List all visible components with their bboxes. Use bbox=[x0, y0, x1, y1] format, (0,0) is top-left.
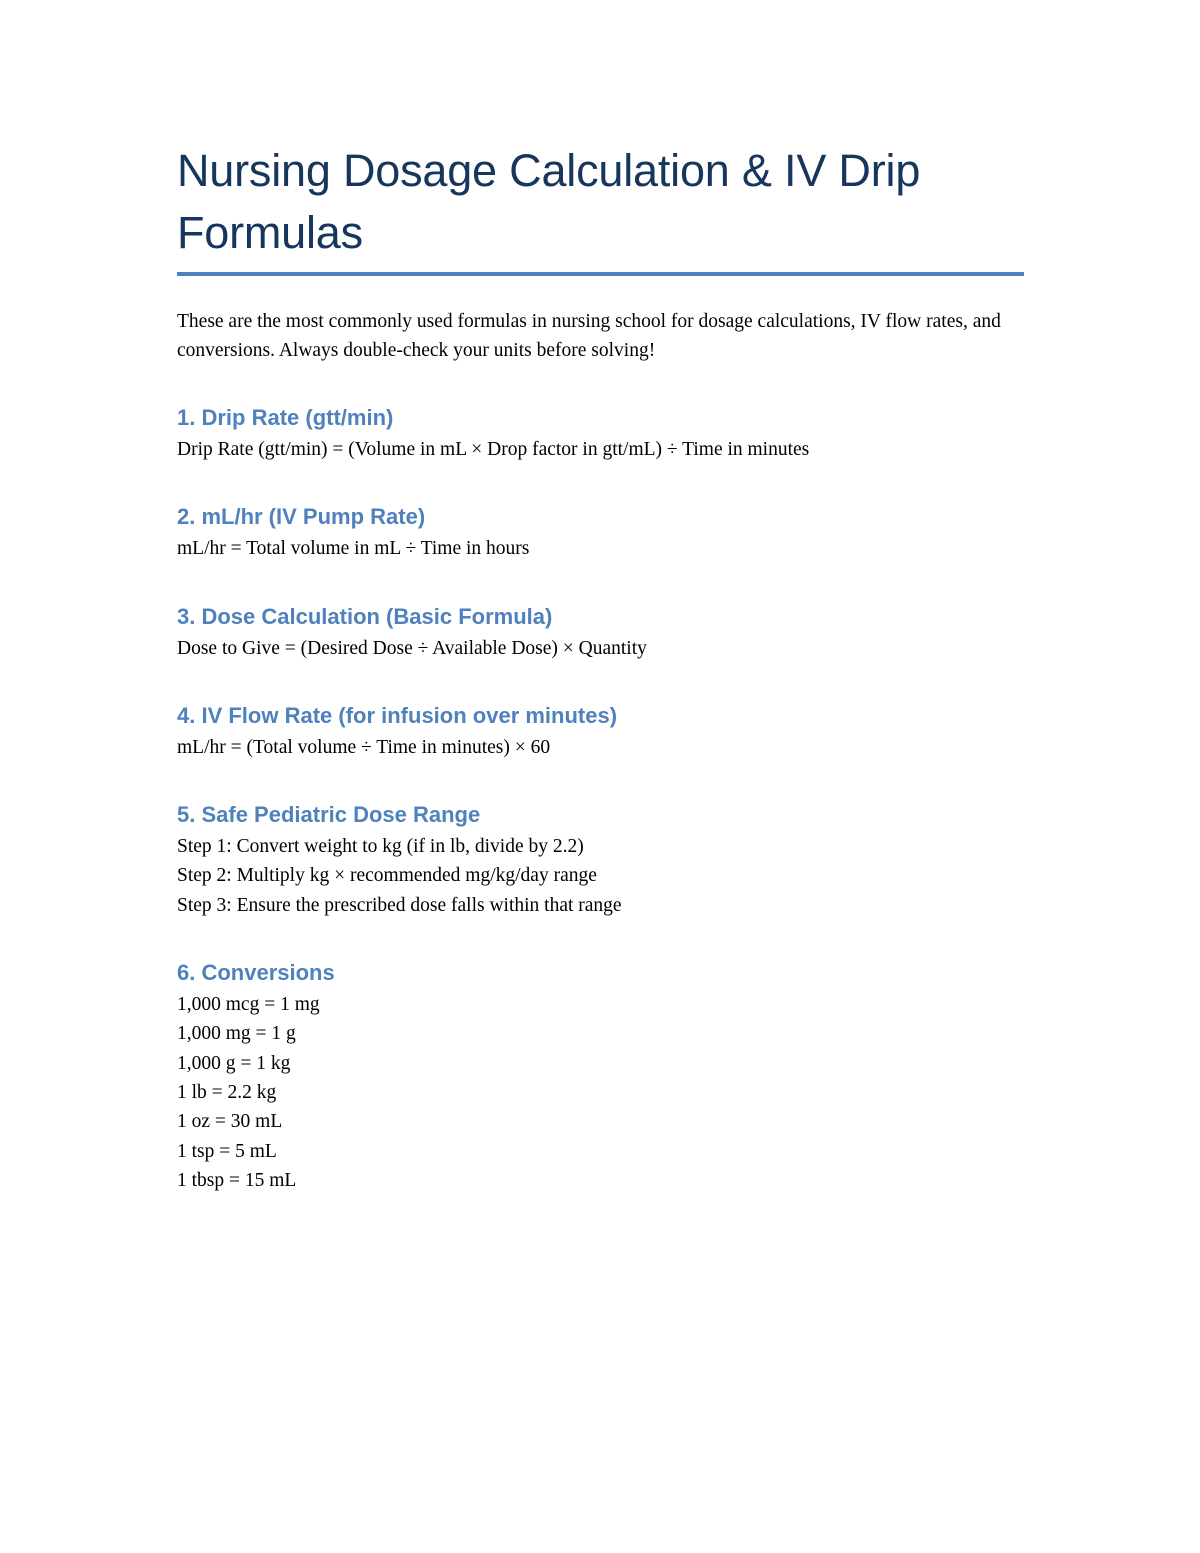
intro-paragraph: These are the most commonly used formulas in nursing school for dosage calculations, IV flow rates, and conversions. Always double-check your units before solving! bbox=[177, 311, 1001, 361]
section-conversions bbox=[177, 958, 1023, 1195]
section-heading: 6. Conversions bbox=[177, 960, 335, 986]
document-title bbox=[177, 140, 1023, 264]
formula-line: Dose to Give = (Desired Dose ÷ Available Dose) × Quantity bbox=[177, 637, 647, 659]
document-page bbox=[177, 140, 1023, 1195]
step-line: Step 3: Ensure the prescribed dose falls within that range bbox=[177, 894, 622, 916]
conversion-line: 1 tsp = 5 mL bbox=[177, 1140, 277, 1162]
section-pediatric-dose bbox=[177, 800, 1023, 920]
section-heading: 3. Dose Calculation (Basic Formula) bbox=[177, 603, 553, 629]
section-ml-hr bbox=[177, 502, 1023, 563]
section-heading: 4. IV Flow Rate (for infusion over minutes) bbox=[177, 702, 618, 728]
formula-line: mL/hr = (Total volume ÷ Time in minutes) × 60 bbox=[177, 736, 551, 758]
conversion-line: 1 oz = 30 mL bbox=[177, 1111, 283, 1133]
section-iv-flow-rate bbox=[177, 701, 1023, 762]
conversion-line: 1 lb = 2.2 kg bbox=[177, 1081, 277, 1103]
step-line: Step 1: Convert weight to kg (if in lb, divide by 2.2) bbox=[177, 836, 584, 858]
formula-line: Drip Rate (gtt/min) = (Volume in mL × Drop factor in gtt/mL) ÷ Time in minutes bbox=[177, 439, 810, 460]
title-underline bbox=[177, 272, 1024, 276]
conversion-line: 1,000 mg = 1 g bbox=[177, 1023, 296, 1045]
section-heading: 1. Drip Rate (gtt/min) bbox=[177, 405, 394, 430]
title-line-2: Formulas bbox=[177, 207, 363, 258]
formula-line: mL/hr = Total volume in mL ÷ Time in hours bbox=[177, 538, 530, 560]
conversion-line: 1,000 g = 1 kg bbox=[177, 1052, 291, 1074]
section-drip-rate bbox=[177, 403, 1023, 464]
title-line-1: Nursing Dosage Calculation & IV Drip bbox=[177, 145, 921, 196]
step-line: Step 2: Multiply kg × recommended mg/kg/day range bbox=[177, 865, 597, 887]
section-heading: 5. Safe Pediatric Dose Range bbox=[177, 802, 481, 828]
conversion-line: 1,000 mcg = 1 mg bbox=[177, 994, 320, 1016]
section-heading: 2. mL/hr (IV Pump Rate) bbox=[177, 504, 426, 530]
section-dose-calculation bbox=[177, 602, 1023, 663]
conversion-line: 1 tbsp = 15 mL bbox=[177, 1169, 297, 1191]
